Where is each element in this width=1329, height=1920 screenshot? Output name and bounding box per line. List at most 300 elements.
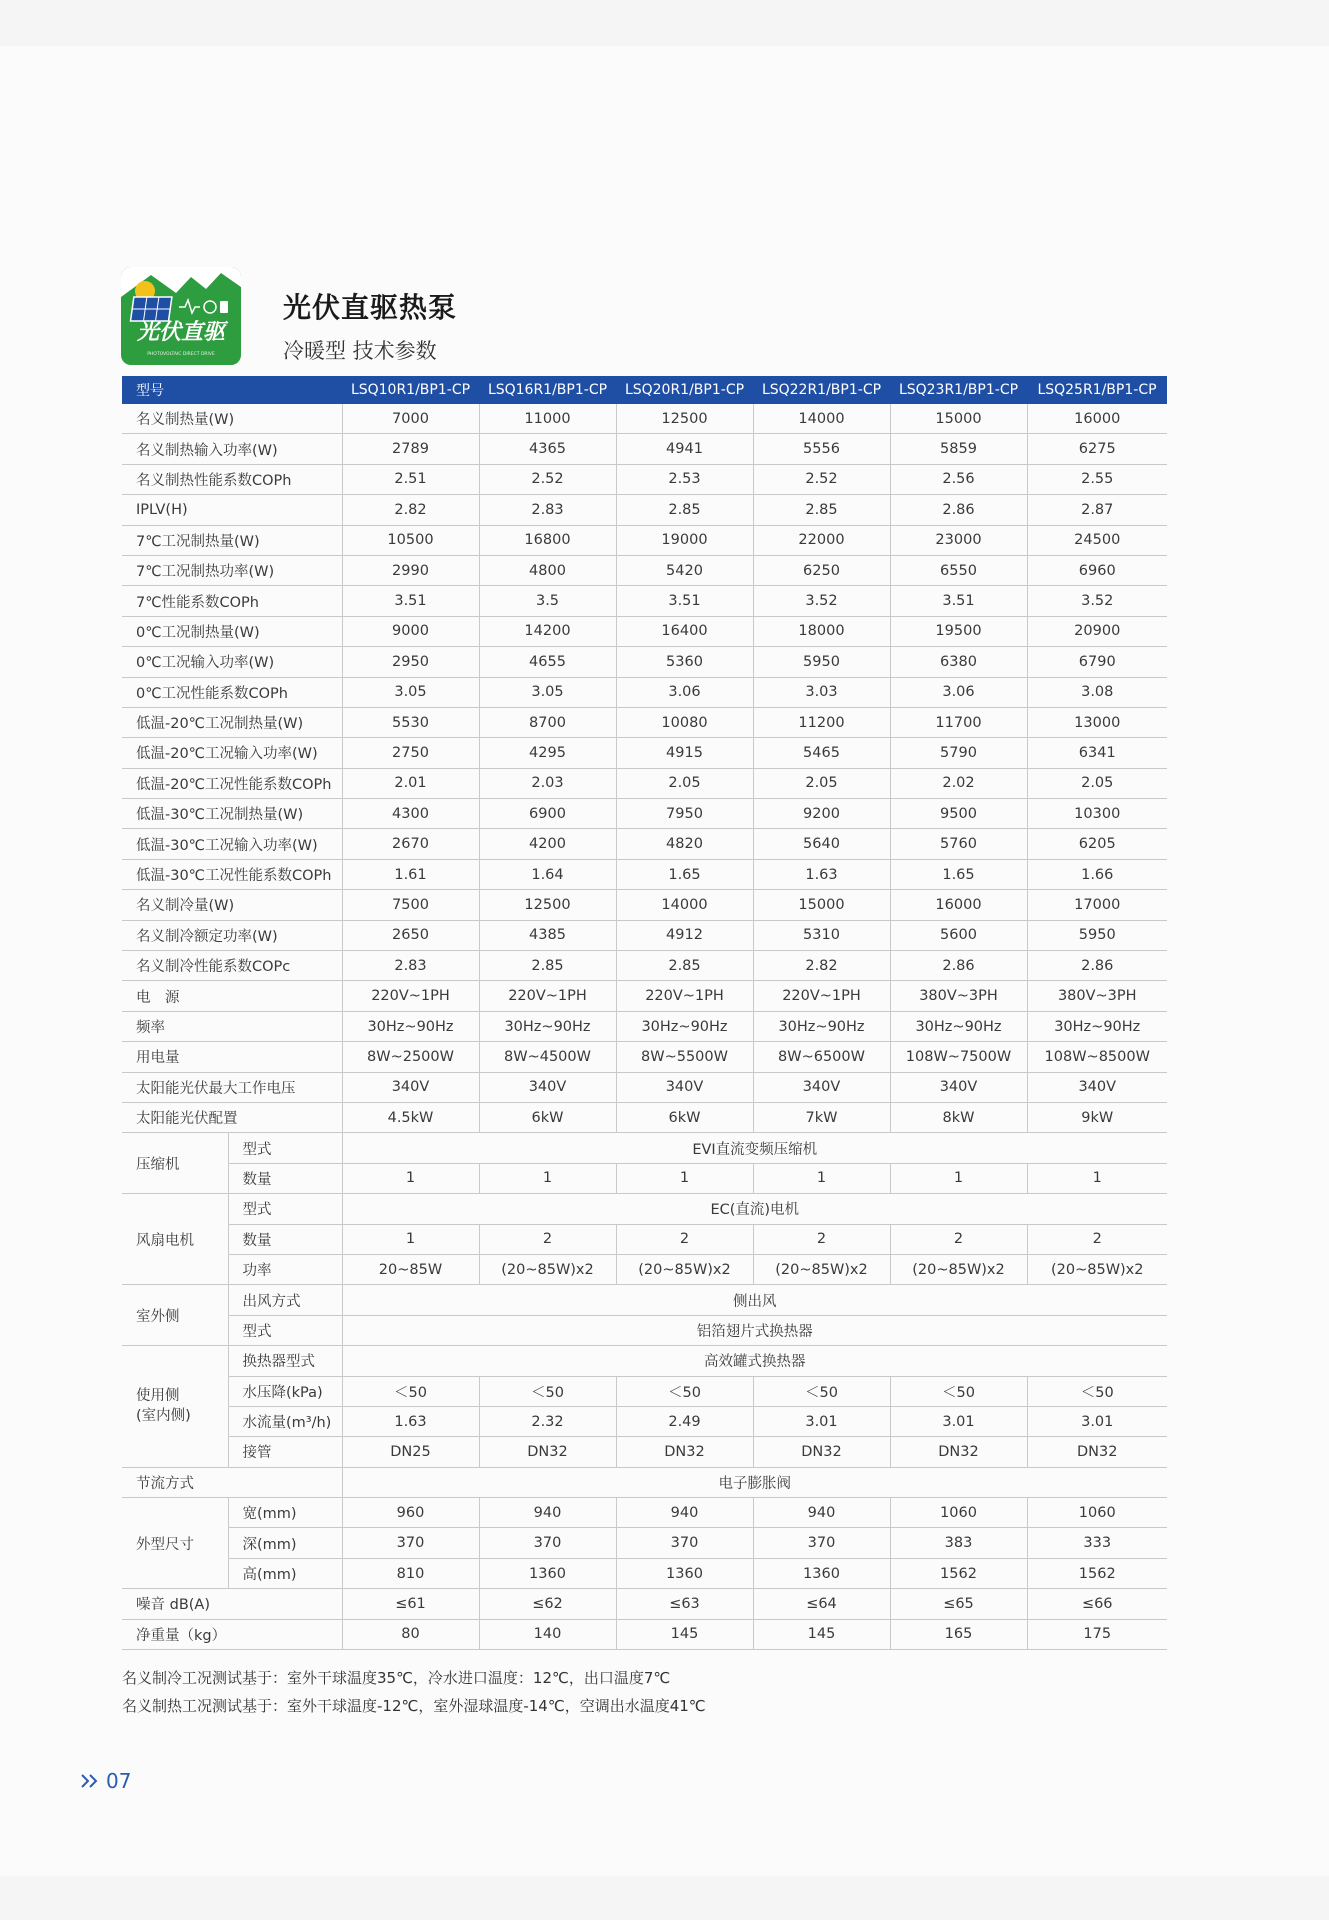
cell-value: 4915 <box>616 738 753 768</box>
fan-group-label: 风扇电机 <box>122 1194 228 1285</box>
cell-value: 2 <box>1027 1224 1167 1254</box>
cell-value: 6790 <box>1027 647 1167 677</box>
cell-value: ＜50 <box>342 1376 479 1406</box>
cell-value: 370 <box>616 1528 753 1558</box>
cell-value: 2.87 <box>1027 495 1167 525</box>
cell-value: 2.05 <box>1027 768 1167 798</box>
cell-value: 3.52 <box>753 586 890 616</box>
outdoor-type-value: 铝箔翅片式换热器 <box>342 1315 1167 1345</box>
cell-value: 8W~2500W <box>342 1042 479 1072</box>
cell-value: 960 <box>342 1498 479 1528</box>
cell-value: 940 <box>479 1498 616 1528</box>
cell-value: 6380 <box>890 647 1027 677</box>
spec-row <box>122 859 1167 889</box>
photovoltaic-logo <box>121 267 241 365</box>
table-header-row <box>122 376 1167 404</box>
dims-depth-row <box>122 1528 1167 1558</box>
indoor-hx-value: 高效罐式换热器 <box>342 1346 1167 1376</box>
cell-value: 30Hz~90Hz <box>890 1011 1027 1041</box>
dims-group-label: 外型尺寸 <box>122 1498 228 1589</box>
spec-row <box>122 616 1167 646</box>
cell-value: 2.85 <box>616 495 753 525</box>
cell-value: 370 <box>342 1528 479 1558</box>
cell-value: 19000 <box>616 525 753 555</box>
row-label: 低温-20℃工况制热量(W) <box>122 707 342 737</box>
cell-value: 2.85 <box>616 951 753 981</box>
cell-value: 220V~1PH <box>342 981 479 1011</box>
row-label: 频率 <box>122 1011 342 1041</box>
cell-value: ＜50 <box>479 1376 616 1406</box>
logo-text: 光伏直驱 <box>136 320 226 345</box>
dims-width-label: 宽(mm) <box>228 1498 342 1528</box>
cell-value: 2.85 <box>753 495 890 525</box>
spec-row <box>122 586 1167 616</box>
cell-value: 340V <box>1027 1072 1167 1102</box>
spec-row <box>122 951 1167 981</box>
cell-value: 340V <box>479 1072 616 1102</box>
cell-value: 8W~4500W <box>479 1042 616 1072</box>
cell-value: 165 <box>890 1619 1027 1649</box>
cell-value: 940 <box>616 1498 753 1528</box>
cell-value: 6kW <box>479 1102 616 1132</box>
cell-value: 2789 <box>342 434 479 464</box>
cell-value: 1562 <box>1027 1558 1167 1588</box>
cell-value: 18000 <box>753 616 890 646</box>
cell-value: 1 <box>753 1163 890 1193</box>
spec-row <box>122 1589 1167 1619</box>
dims-width-row <box>122 1498 1167 1528</box>
cell-value: 20~85W <box>342 1254 479 1284</box>
cell-value: 3.06 <box>616 677 753 707</box>
cell-value: 1.66 <box>1027 859 1167 889</box>
cell-value: 3.51 <box>890 586 1027 616</box>
cell-value: 5600 <box>890 920 1027 950</box>
cell-value: 3.08 <box>1027 677 1167 707</box>
cell-value: 2.86 <box>1027 951 1167 981</box>
cell-value: 30Hz~90Hz <box>753 1011 890 1041</box>
cell-value: 3.03 <box>753 677 890 707</box>
cell-value: 1.65 <box>616 859 753 889</box>
row-label: 电 源 <box>122 981 342 1011</box>
cell-value: 6275 <box>1027 434 1167 464</box>
spec-row <box>122 404 1167 434</box>
cell-value: 2.53 <box>616 464 753 494</box>
header-label: 型号 <box>122 376 342 404</box>
cell-value: 4800 <box>479 555 616 585</box>
cell-value: 940 <box>753 1498 890 1528</box>
row-label: 太阳能光伏配置 <box>122 1102 342 1132</box>
fan-type-label: 型式 <box>228 1194 342 1224</box>
cell-value: 16800 <box>479 525 616 555</box>
row-label: 名义制冷性能系数COPc <box>122 951 342 981</box>
indoor-dp-label: 水压降(kPa) <box>228 1376 342 1406</box>
spec-row <box>122 1619 1167 1649</box>
row-label: IPLV(H) <box>122 495 342 525</box>
cell-value: 810 <box>342 1558 479 1588</box>
cell-value: ＜50 <box>753 1376 890 1406</box>
cell-value: 9500 <box>890 799 1027 829</box>
cell-value: 5859 <box>890 434 1027 464</box>
cell-value: 6250 <box>753 555 890 585</box>
cell-value: 3.01 <box>890 1406 1027 1436</box>
cell-value: (20~85W)x2 <box>1027 1254 1167 1284</box>
indoor-pipe-row <box>122 1437 1167 1467</box>
outdoor-type-row <box>122 1315 1167 1345</box>
cell-value: 6341 <box>1027 738 1167 768</box>
compressor-group-label: 压缩机 <box>122 1133 228 1194</box>
cell-value: 1 <box>342 1163 479 1193</box>
fan-qty-row <box>122 1224 1167 1254</box>
spec-row <box>122 647 1167 677</box>
cell-value: 2 <box>479 1224 616 1254</box>
fan-power-label: 功率 <box>228 1254 342 1284</box>
cell-value: 1 <box>342 1224 479 1254</box>
cell-value: 2 <box>890 1224 1027 1254</box>
model-name: LSQ16R1/BP1-CP <box>479 376 616 404</box>
indoor-flow-label: 水流量(m³/h) <box>228 1406 342 1436</box>
cell-value: DN32 <box>753 1437 890 1467</box>
indoor-hx-row <box>122 1346 1167 1376</box>
page-title: 光伏直驱热泵 <box>283 291 458 324</box>
spec-row <box>122 738 1167 768</box>
cell-value: 3.51 <box>342 586 479 616</box>
indoor-group-label <box>122 1346 228 1468</box>
logo-small-text: PHOTOVOLTAIC DIRECT DRIVE <box>147 352 215 357</box>
cell-value: DN32 <box>890 1437 1027 1467</box>
cell-value: 80 <box>342 1619 479 1649</box>
cell-value: 3.01 <box>1027 1406 1167 1436</box>
cell-value: ≤66 <box>1027 1589 1167 1619</box>
cell-value: 12500 <box>479 890 616 920</box>
cell-value: 380V~3PH <box>890 981 1027 1011</box>
model-name: LSQ20R1/BP1-CP <box>616 376 753 404</box>
cell-value: 1.65 <box>890 859 1027 889</box>
cell-value: 15000 <box>753 890 890 920</box>
row-label: 7℃工况制热功率(W) <box>122 555 342 585</box>
cell-value: 30Hz~90Hz <box>342 1011 479 1041</box>
note-cooling: 名义制冷工况测试基于：室外干球温度35℃，冷水进口温度：12℃，出口温度7℃ <box>122 1669 671 1687</box>
cell-value: 2.56 <box>890 464 1027 494</box>
cell-value: 1.63 <box>342 1406 479 1436</box>
spec-row <box>122 1042 1167 1072</box>
cell-value: 4655 <box>479 647 616 677</box>
cell-value: 1360 <box>479 1558 616 1588</box>
fan-power-row <box>122 1254 1167 1284</box>
cell-value: 380V~3PH <box>1027 981 1167 1011</box>
cell-value: DN25 <box>342 1437 479 1467</box>
cell-value: 3.06 <box>890 677 1027 707</box>
cell-value: 2.85 <box>479 951 616 981</box>
cell-value: 1562 <box>890 1558 1027 1588</box>
cell-value: 16000 <box>1027 404 1167 434</box>
throttle-value: 电子膨胀阀 <box>342 1467 1167 1497</box>
spec-row <box>122 1072 1167 1102</box>
cell-value: 220V~1PH <box>479 981 616 1011</box>
cell-value: 2.05 <box>616 768 753 798</box>
cell-value: 4200 <box>479 829 616 859</box>
cell-value: 19500 <box>890 616 1027 646</box>
row-label: 名义制冷量(W) <box>122 890 342 920</box>
compressor-type-row <box>122 1133 1167 1163</box>
cell-value: 10300 <box>1027 799 1167 829</box>
cell-value: 11000 <box>479 404 616 434</box>
cell-value: 2.02 <box>890 768 1027 798</box>
cell-value: 4365 <box>479 434 616 464</box>
cell-value: 11200 <box>753 707 890 737</box>
cell-value: 7950 <box>616 799 753 829</box>
cell-value: 2.03 <box>479 768 616 798</box>
row-label: 低温-30℃工况性能系数COPh <box>122 859 342 889</box>
cell-value: 9200 <box>753 799 890 829</box>
note-heating: 名义制热工况测试基于：室外干球温度-12℃，室外湿球温度-14℃，空调出水温度41℃ <box>122 1697 706 1715</box>
cell-value: ≤61 <box>342 1589 479 1619</box>
cell-value: 5556 <box>753 434 890 464</box>
cell-value: 13000 <box>1027 707 1167 737</box>
spec-row <box>122 495 1167 525</box>
cell-value: DN32 <box>616 1437 753 1467</box>
cell-value: 8700 <box>479 707 616 737</box>
row-label: 低温-30℃工况制热量(W) <box>122 799 342 829</box>
cell-value: 6kW <box>616 1102 753 1132</box>
cell-value: 2.52 <box>753 464 890 494</box>
cell-value: 9kW <box>1027 1102 1167 1132</box>
cell-value: 8kW <box>890 1102 1027 1132</box>
cell-value: 383 <box>890 1528 1027 1558</box>
model-name: LSQ23R1/BP1-CP <box>890 376 1027 404</box>
row-label: 用电量 <box>122 1042 342 1072</box>
spec-row <box>122 707 1167 737</box>
cell-value: 1 <box>479 1163 616 1193</box>
outdoor-outlet-row <box>122 1285 1167 1315</box>
row-label: 名义制热输入功率(W) <box>122 434 342 464</box>
cell-value: 7000 <box>342 404 479 434</box>
cell-value: 4820 <box>616 829 753 859</box>
cell-value: 1360 <box>616 1558 753 1588</box>
cell-value: 340V <box>342 1072 479 1102</box>
row-label: 低温-30℃工况输入功率(W) <box>122 829 342 859</box>
cell-value: 2650 <box>342 920 479 950</box>
cell-value: 3.01 <box>753 1406 890 1436</box>
cell-value: 30Hz~90Hz <box>479 1011 616 1041</box>
cell-value: 20900 <box>1027 616 1167 646</box>
cell-value: 14200 <box>479 616 616 646</box>
spec-row <box>122 920 1167 950</box>
spec-row <box>122 464 1167 494</box>
cell-value: 10080 <box>616 707 753 737</box>
cell-value: 1.61 <box>342 859 479 889</box>
cell-value: 2.49 <box>616 1406 753 1436</box>
cell-value: (20~85W)x2 <box>890 1254 1027 1284</box>
cell-value: 9000 <box>342 616 479 646</box>
cell-value: ≤64 <box>753 1589 890 1619</box>
cell-value: ≤63 <box>616 1589 753 1619</box>
cell-value: (20~85W)x2 <box>479 1254 616 1284</box>
row-label: 7℃性能系数COPh <box>122 586 342 616</box>
outdoor-outlet-label: 出风方式 <box>228 1285 342 1315</box>
cell-value: 2.83 <box>479 495 616 525</box>
cell-value: 14000 <box>753 404 890 434</box>
cell-value: 1360 <box>753 1558 890 1588</box>
spec-row <box>122 434 1167 464</box>
cell-value: 30Hz~90Hz <box>616 1011 753 1041</box>
cell-value: 1 <box>890 1163 1027 1193</box>
row-label: 太阳能光伏最大工作电压 <box>122 1072 342 1102</box>
row-label: 0℃工况制热量(W) <box>122 616 342 646</box>
spec-row <box>122 768 1167 798</box>
outdoor-group-label: 室外侧 <box>122 1285 228 1346</box>
indoor-hx-label: 换热器型式 <box>228 1346 342 1376</box>
cell-value: 145 <box>616 1619 753 1649</box>
cell-value: 5950 <box>753 647 890 677</box>
outdoor-outlet-value: 侧出风 <box>342 1285 1167 1315</box>
cell-value: 2 <box>753 1224 890 1254</box>
cell-value: 3.5 <box>479 586 616 616</box>
fan-qty-label: 数量 <box>228 1224 342 1254</box>
cell-value: 220V~1PH <box>753 981 890 1011</box>
cell-value: 5640 <box>753 829 890 859</box>
cell-value: 220V~1PH <box>616 981 753 1011</box>
cell-value: 1 <box>1027 1163 1167 1193</box>
cell-value: 5310 <box>753 920 890 950</box>
indoor-dp-row <box>122 1376 1167 1406</box>
cell-value: 2.01 <box>342 768 479 798</box>
cell-value: ＜50 <box>1027 1376 1167 1406</box>
spec-row <box>122 525 1167 555</box>
cell-value: 2670 <box>342 829 479 859</box>
cell-value: 5530 <box>342 707 479 737</box>
cell-value: 16000 <box>890 890 1027 920</box>
cell-value: DN32 <box>1027 1437 1167 1467</box>
cell-value: 140 <box>479 1619 616 1649</box>
cell-value: 145 <box>753 1619 890 1649</box>
cell-value: 5465 <box>753 738 890 768</box>
cell-value: 6960 <box>1027 555 1167 585</box>
model-name: LSQ25R1/BP1-CP <box>1027 376 1167 404</box>
cell-value: 1.63 <box>753 859 890 889</box>
page-number <box>80 1769 131 1793</box>
cell-value: 333 <box>1027 1528 1167 1558</box>
page-subtitle: 冷暖型 技术参数 <box>283 339 437 363</box>
cell-value: 3.05 <box>479 677 616 707</box>
cell-value: 2.51 <box>342 464 479 494</box>
model-name: LSQ10R1/BP1-CP <box>342 376 479 404</box>
cell-value: 2.86 <box>890 495 1027 525</box>
row-label: 0℃工况性能系数COPh <box>122 677 342 707</box>
throttle-label: 节流方式 <box>122 1467 342 1497</box>
cell-value: 370 <box>753 1528 890 1558</box>
fan-type-row <box>122 1194 1167 1224</box>
cell-value: 2 <box>616 1224 753 1254</box>
cell-value: 2.05 <box>753 768 890 798</box>
cell-value: 7500 <box>342 890 479 920</box>
cell-value: 3.52 <box>1027 586 1167 616</box>
cell-value: 3.05 <box>342 677 479 707</box>
row-label: 低温-20℃工况性能系数COPh <box>122 768 342 798</box>
indoor-group-line1: 使用侧 <box>136 1388 180 1405</box>
cell-value: 16400 <box>616 616 753 646</box>
cell-value: 2.82 <box>342 495 479 525</box>
cell-value: 17000 <box>1027 890 1167 920</box>
dims-height-row <box>122 1558 1167 1588</box>
cell-value: 5760 <box>890 829 1027 859</box>
row-label: 0℃工况输入功率(W) <box>122 647 342 677</box>
cell-value: 24500 <box>1027 525 1167 555</box>
row-label: 名义制热性能系数COPh <box>122 464 342 494</box>
cell-value: 340V <box>753 1072 890 1102</box>
cell-value: 4295 <box>479 738 616 768</box>
spec-row <box>122 799 1167 829</box>
throttle-row <box>122 1467 1167 1497</box>
cell-value: 108W~7500W <box>890 1042 1027 1072</box>
cell-value: ＜50 <box>890 1376 1027 1406</box>
cell-value: 22000 <box>753 525 890 555</box>
cell-value: 3.51 <box>616 586 753 616</box>
cell-value: 2750 <box>342 738 479 768</box>
cell-value: 11700 <box>890 707 1027 737</box>
cell-value: 2.55 <box>1027 464 1167 494</box>
cell-value: 4912 <box>616 920 753 950</box>
cell-value: 2.83 <box>342 951 479 981</box>
row-label: 名义制冷额定功率(W) <box>122 920 342 950</box>
cell-value: 6205 <box>1027 829 1167 859</box>
row-label: 噪音 dB(A) <box>122 1589 342 1619</box>
cell-value: 4300 <box>342 799 479 829</box>
row-label: 名义制热量(W) <box>122 404 342 434</box>
cell-value: 10500 <box>342 525 479 555</box>
row-label: 净重量（kg） <box>122 1619 342 1649</box>
cell-value: 6900 <box>479 799 616 829</box>
spec-row <box>122 829 1167 859</box>
compressor-type-value: EVI直流变频压缩机 <box>342 1133 1167 1163</box>
spec-row <box>122 1011 1167 1041</box>
cell-value: 1060 <box>1027 1498 1167 1528</box>
cell-value: 108W~8500W <box>1027 1042 1167 1072</box>
cell-value: 4385 <box>479 920 616 950</box>
cell-value: 175 <box>1027 1619 1167 1649</box>
cell-value: 5790 <box>890 738 1027 768</box>
indoor-group-line2: (室内侧) <box>136 1408 191 1425</box>
cell-value: 2.32 <box>479 1406 616 1436</box>
cell-value: ＜50 <box>616 1376 753 1406</box>
cell-value: 2950 <box>342 647 479 677</box>
outdoor-type-label: 型式 <box>228 1315 342 1345</box>
row-label: 7℃工况制热量(W) <box>122 525 342 555</box>
cell-value: 1 <box>616 1163 753 1193</box>
indoor-flow-row <box>122 1406 1167 1436</box>
cell-value: 30Hz~90Hz <box>1027 1011 1167 1041</box>
cell-value: ≤62 <box>479 1589 616 1619</box>
cell-value: 340V <box>616 1072 753 1102</box>
cell-value: 6550 <box>890 555 1027 585</box>
page-number-text: 07 <box>106 1769 132 1793</box>
model-name: LSQ22R1/BP1-CP <box>753 376 890 404</box>
spec-row <box>122 555 1167 585</box>
cell-value: 8W~6500W <box>753 1042 890 1072</box>
cell-value: 5950 <box>1027 920 1167 950</box>
double-chevron-right-icon <box>80 1773 102 1789</box>
cell-value: 7kW <box>753 1102 890 1132</box>
spec-row <box>122 890 1167 920</box>
cell-value: 2.86 <box>890 951 1027 981</box>
cell-value: (20~85W)x2 <box>616 1254 753 1284</box>
test-conditions-notes <box>122 1664 706 1720</box>
spec-row <box>122 677 1167 707</box>
cell-value: 12500 <box>616 404 753 434</box>
cell-value: 2.52 <box>479 464 616 494</box>
indoor-pipe-label: 接管 <box>228 1437 342 1467</box>
cell-value: ≤65 <box>890 1589 1027 1619</box>
cell-value: 4941 <box>616 434 753 464</box>
